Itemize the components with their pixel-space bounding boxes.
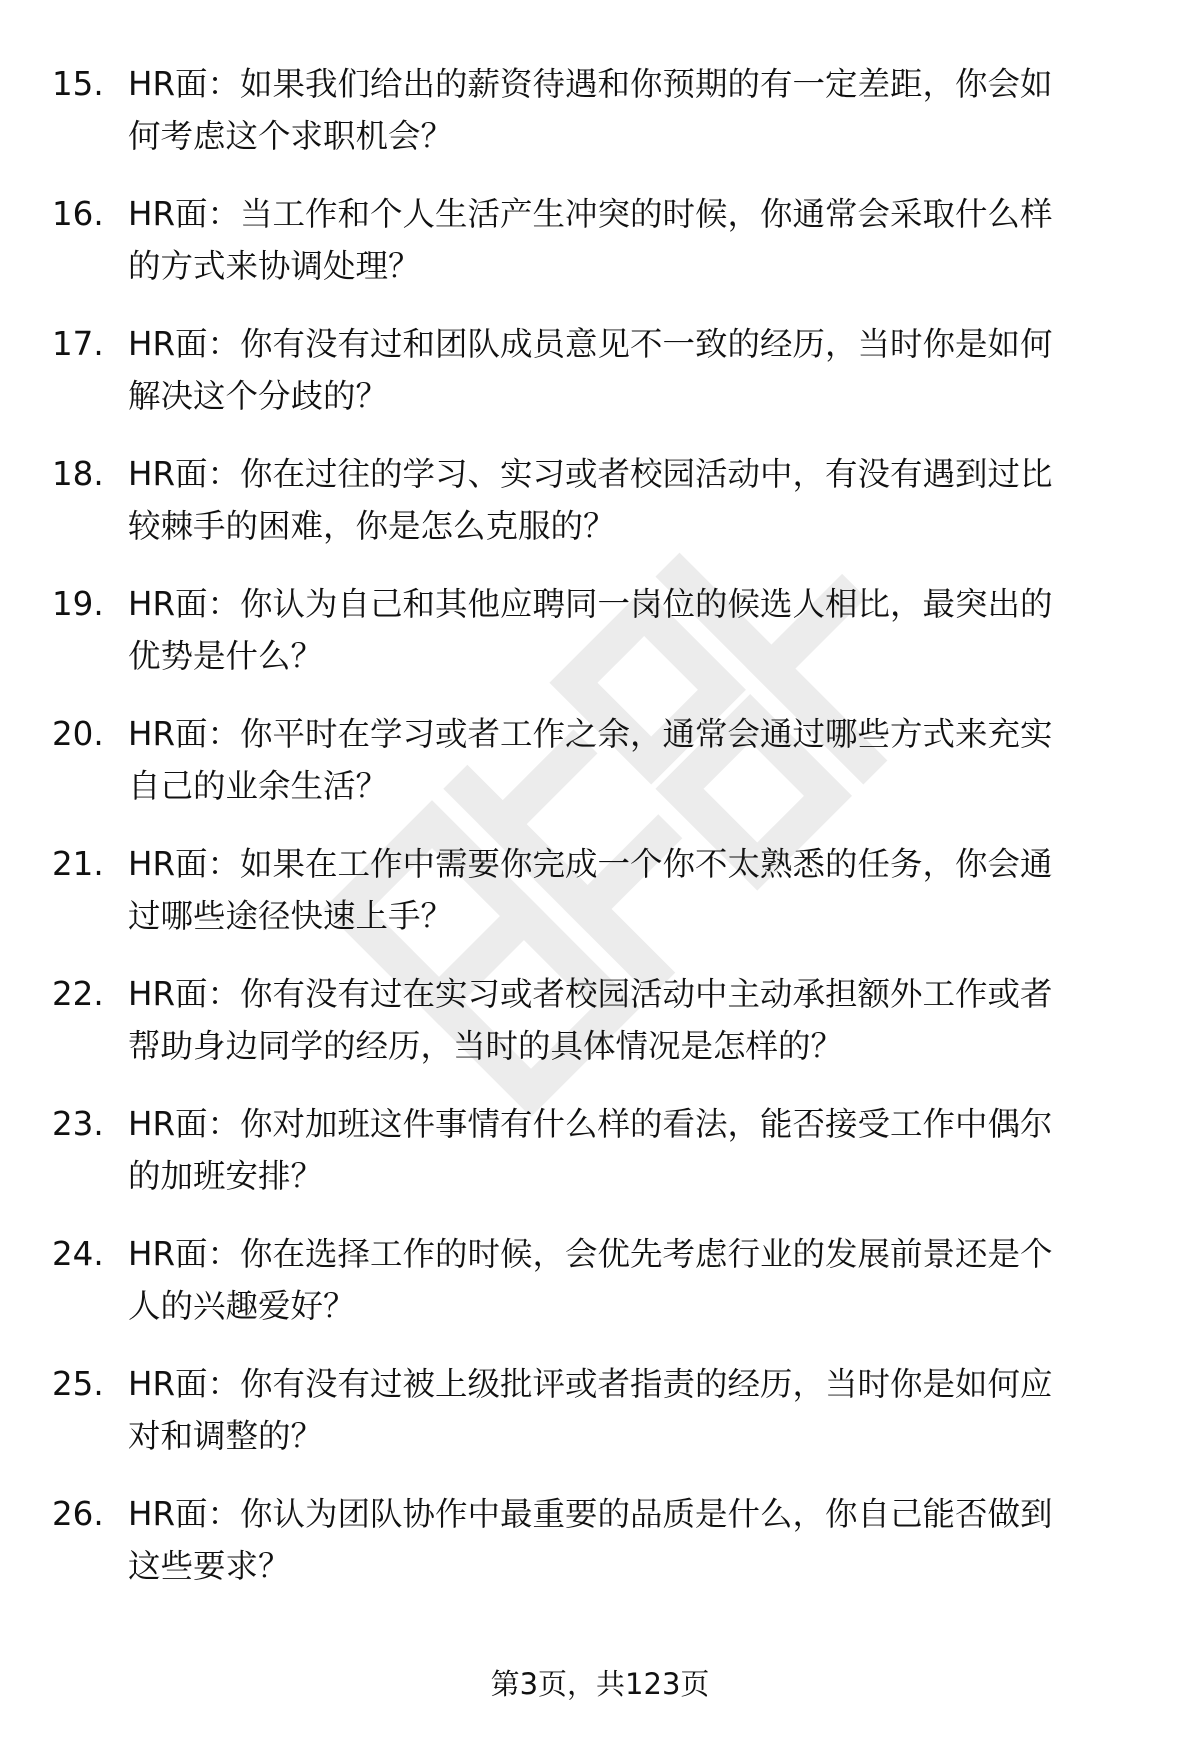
question-line: HR面：你对加班这件事情有什么样的看法，能否接受工作中偶尔 (128, 1105, 1053, 1143)
question-text (128, 578, 1152, 682)
list-item (52, 1098, 1152, 1228)
list-item (52, 1358, 1152, 1488)
question-number: 20. (52, 715, 104, 753)
question-text (128, 838, 1152, 942)
question-line: 过哪些途径快速上手？ (128, 897, 454, 935)
question-text (128, 708, 1152, 812)
page-number-footer: 第3页，共123页 (490, 1667, 710, 1701)
question-line: 优势是什么？ (128, 637, 324, 675)
list-item (52, 968, 1152, 1098)
question-line: 何考虑这个求职机会？ (128, 117, 454, 155)
question-number: 17. (52, 325, 104, 363)
question-number: 24. (52, 1235, 104, 1273)
question-number: 25. (52, 1365, 104, 1403)
question-number: 23. (52, 1105, 104, 1143)
list-item (52, 578, 1152, 708)
question-number: 26. (52, 1495, 104, 1533)
question-line: 的方式来协调处理？ (128, 247, 421, 285)
list-item (52, 188, 1152, 318)
question-line: HR面：如果在工作中需要你完成一个你不太熟悉的任务，你会通 (128, 845, 1053, 883)
question-line: 自己的业余生活？ (128, 767, 389, 805)
list-item (52, 708, 1152, 838)
question-text (128, 1228, 1152, 1332)
question-line: HR面：你有没有过被上级批评或者指责的经历，当时你是如何应 (128, 1365, 1053, 1403)
question-line: 这些要求？ (128, 1547, 291, 1585)
list-item (52, 318, 1152, 448)
list-item (52, 838, 1152, 968)
question-line: 较棘手的困难，你是怎么克服的？ (128, 507, 616, 545)
question-text (128, 318, 1152, 422)
question-line: 的加班安排？ (128, 1157, 324, 1195)
question-number: 21. (52, 845, 104, 883)
question-line: HR面：你平时在学习或者工作之余，通常会通过哪些方式来充实 (128, 715, 1053, 753)
list-item (52, 58, 1152, 188)
list-item (52, 1228, 1152, 1358)
question-number: 19. (52, 585, 104, 623)
question-text (128, 188, 1152, 292)
question-line: HR面：你在过往的学习、实习或者校园活动中，有没有遇到过比 (128, 455, 1053, 493)
question-line: HR面：你认为团队协作中最重要的品质是什么，你自己能否做到 (128, 1495, 1053, 1533)
question-list (52, 58, 1152, 1618)
question-text (128, 1358, 1152, 1462)
question-line: 对和调整的？ (128, 1417, 324, 1455)
question-text (128, 1488, 1152, 1592)
question-number: 18. (52, 455, 104, 493)
question-text (128, 58, 1152, 162)
list-item (52, 448, 1152, 578)
question-number: 16. (52, 195, 104, 233)
question-line: HR面：当工作和个人生活产生冲突的时候，你通常会采取什么样 (128, 195, 1053, 233)
question-line: HR面：你在选择工作的时候，会优先考虑行业的发展前景还是个 (128, 1235, 1053, 1273)
question-line: 帮助身边同学的经历，当时的具体情况是怎样的？ (128, 1027, 844, 1065)
question-text (128, 968, 1152, 1072)
question-line: HR面：如果我们给出的薪资待遇和你预期的有一定差距，你会如 (128, 65, 1053, 103)
question-line: HR面：你有没有过在实习或者校园活动中主动承担额外工作或者 (128, 975, 1053, 1013)
question-number: 15. (52, 65, 104, 103)
question-line: 人的兴趣爱好？ (128, 1287, 356, 1325)
question-line: HR面：你认为自己和其他应聘同一岗位的候选人相比，最突出的 (128, 585, 1053, 623)
question-number: 22. (52, 975, 104, 1013)
question-text (128, 1098, 1152, 1202)
question-text (128, 448, 1152, 552)
question-line: 解决这个分歧的？ (128, 377, 389, 415)
list-item (52, 1488, 1152, 1618)
question-line: HR面：你有没有过和团队成员意见不一致的经历，当时你是如何 (128, 325, 1053, 363)
